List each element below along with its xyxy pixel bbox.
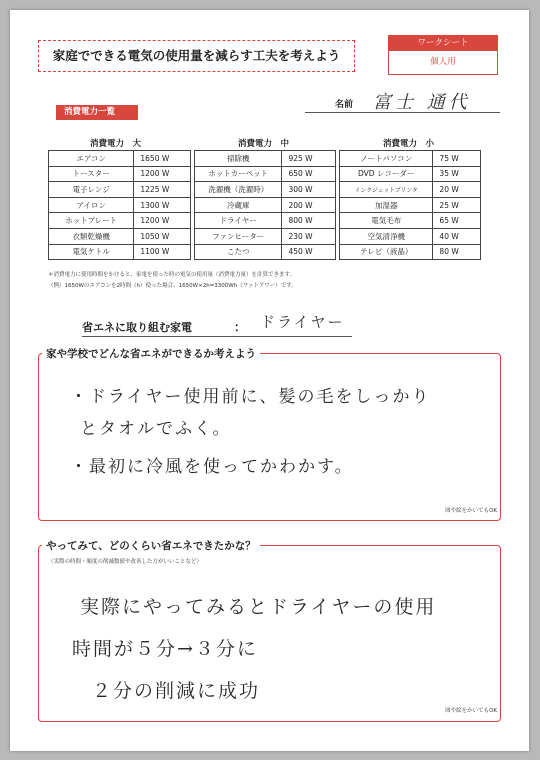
table-row: [49, 213, 191, 229]
table-row: [195, 213, 336, 229]
table-row: [195, 197, 336, 213]
table-row: [340, 228, 481, 244]
appliance-name: ホットプレート: [49, 213, 134, 229]
table-row: [340, 213, 481, 229]
appliance-watts: 40 W: [433, 228, 481, 244]
appliance-watts: 300 W: [282, 182, 336, 198]
appliance-name: エアコン: [49, 151, 134, 167]
table-title-medium: 消費電力 中: [238, 139, 290, 149]
appliance-watts: 75 W: [433, 151, 481, 167]
appliance-name: アイロン: [49, 197, 134, 213]
appliance-watts: 1225 W: [134, 182, 191, 198]
appliance-name: 冷蔵庫: [195, 197, 282, 213]
sheet-tag-bottom: 個人用: [430, 57, 456, 67]
appliance-name: 加湿器: [340, 197, 433, 213]
table-row: [49, 244, 191, 260]
ideas-line-1: ・ドライヤー使用前に、髪の毛をしっかり: [70, 387, 431, 407]
name-value: 富士 通代: [373, 92, 471, 113]
section-label-power-list: 消費電力一覧: [56, 105, 138, 120]
sheet-tag-top: ワークシート: [389, 36, 497, 51]
power-table-medium: [194, 150, 336, 260]
sheet-type-tag: [388, 35, 498, 75]
target-appliance-value: ドライヤー: [260, 313, 345, 331]
ideas-box-hint: 図や絵をかいてもOK: [445, 508, 497, 514]
table-row: [49, 166, 191, 182]
table-row: [195, 151, 336, 167]
appliance-name: ホットカーペット: [195, 166, 282, 182]
results-line-3: ２分の削減に成功: [92, 680, 261, 702]
appliance-name: ドライヤー: [195, 213, 282, 229]
appliance-name: ノートパソコン: [340, 151, 433, 167]
target-appliance-field[interactable]: [82, 314, 352, 337]
worksheet-title: 家庭でできる電気の使用量を減らす工夫を考えよう: [38, 40, 355, 72]
appliance-name: 電子レンジ: [49, 182, 134, 198]
name-label: 名前: [335, 100, 354, 110]
name-field[interactable]: [305, 90, 500, 113]
ideas-line-3: ・最初に冷風を使ってかわかす。: [70, 457, 354, 477]
ideas-box-heading: 家や学校でどんな省エネができるか考えよう: [42, 346, 260, 361]
target-appliance-label: 省エネに取り組む家電: [82, 321, 192, 334]
appliance-name: 掃除機: [195, 151, 282, 167]
appliance-watts: 65 W: [433, 213, 481, 229]
appliance-name: 空気清浄機: [340, 228, 433, 244]
appliance-watts: 80 W: [433, 244, 481, 260]
table-row: [340, 182, 481, 198]
appliance-watts: 1200 W: [134, 213, 191, 229]
target-colon: ：: [234, 320, 247, 334]
appliance-watts: 1300 W: [134, 197, 191, 213]
table-row: [340, 197, 481, 213]
table-row: [340, 166, 481, 182]
appliance-name: 洗濯機（洗濯時）: [195, 182, 282, 198]
appliance-name: こたつ: [195, 244, 282, 260]
appliance-watts: 1200 W: [134, 166, 191, 182]
appliance-name: インクジェットプリンタ: [340, 182, 433, 198]
power-table-large: [48, 150, 191, 260]
table-row: [195, 228, 336, 244]
table-row: [49, 151, 191, 167]
results-box-heading: やってみて、どのくらい省エネできたかな？: [42, 538, 260, 553]
appliance-watts: 1650 W: [134, 151, 191, 167]
appliance-watts: 230 W: [282, 228, 336, 244]
note-example: （例）1650Wのエアコンを2時間（h）使った場合、1650W×2h=3300Wh（ワットアワー）です。: [48, 283, 297, 289]
appliance-watts: 1050 W: [134, 228, 191, 244]
appliance-name: テレビ（液晶）: [340, 244, 433, 260]
table-row: [195, 182, 336, 198]
power-table-small: [339, 150, 481, 260]
appliance-watts: 650 W: [282, 166, 336, 182]
table-row: [49, 197, 191, 213]
note-consumption: ＊消費電力に使用時間をかけると、家電を使った時の電気の使用量（消費電力量）を計算できます。: [48, 272, 296, 278]
appliance-name: ファンヒーター: [195, 228, 282, 244]
table-title-small: 消費電力 小: [383, 139, 435, 149]
table-title-large: 消費電力 大: [90, 139, 142, 149]
appliance-name: 電気ケトル: [49, 244, 134, 260]
results-line-2: 時間が５分→３分に: [72, 638, 258, 660]
appliance-watts: 20 W: [433, 182, 481, 198]
table-row: [340, 151, 481, 167]
appliance-watts: 450 W: [282, 244, 336, 260]
results-box-subheading: （実際の時間・頻度の削減数値や改善した方がいいことなど）: [48, 559, 203, 565]
appliance-watts: 200 W: [282, 197, 336, 213]
results-line-1: 実際にやってみるとドライヤーの使用: [80, 596, 437, 618]
appliance-watts: 1100 W: [134, 244, 191, 260]
table-row: [195, 166, 336, 182]
appliance-name: 衣類乾燥機: [49, 228, 134, 244]
results-box-hint: 図や絵をかいてもOK: [445, 708, 497, 714]
appliance-name: DVD レコーダー: [340, 166, 433, 182]
ideas-line-2: とタオルでふく。: [80, 419, 232, 439]
table-row: [49, 182, 191, 198]
appliance-name: トースター: [49, 166, 134, 182]
table-row: [49, 228, 191, 244]
appliance-watts: 25 W: [433, 197, 481, 213]
table-row: [195, 244, 336, 260]
table-row: [340, 244, 481, 260]
appliance-watts: 800 W: [282, 213, 336, 229]
appliance-watts: 925 W: [282, 151, 336, 167]
appliance-name: 電気毛布: [340, 213, 433, 229]
appliance-watts: 35 W: [433, 166, 481, 182]
